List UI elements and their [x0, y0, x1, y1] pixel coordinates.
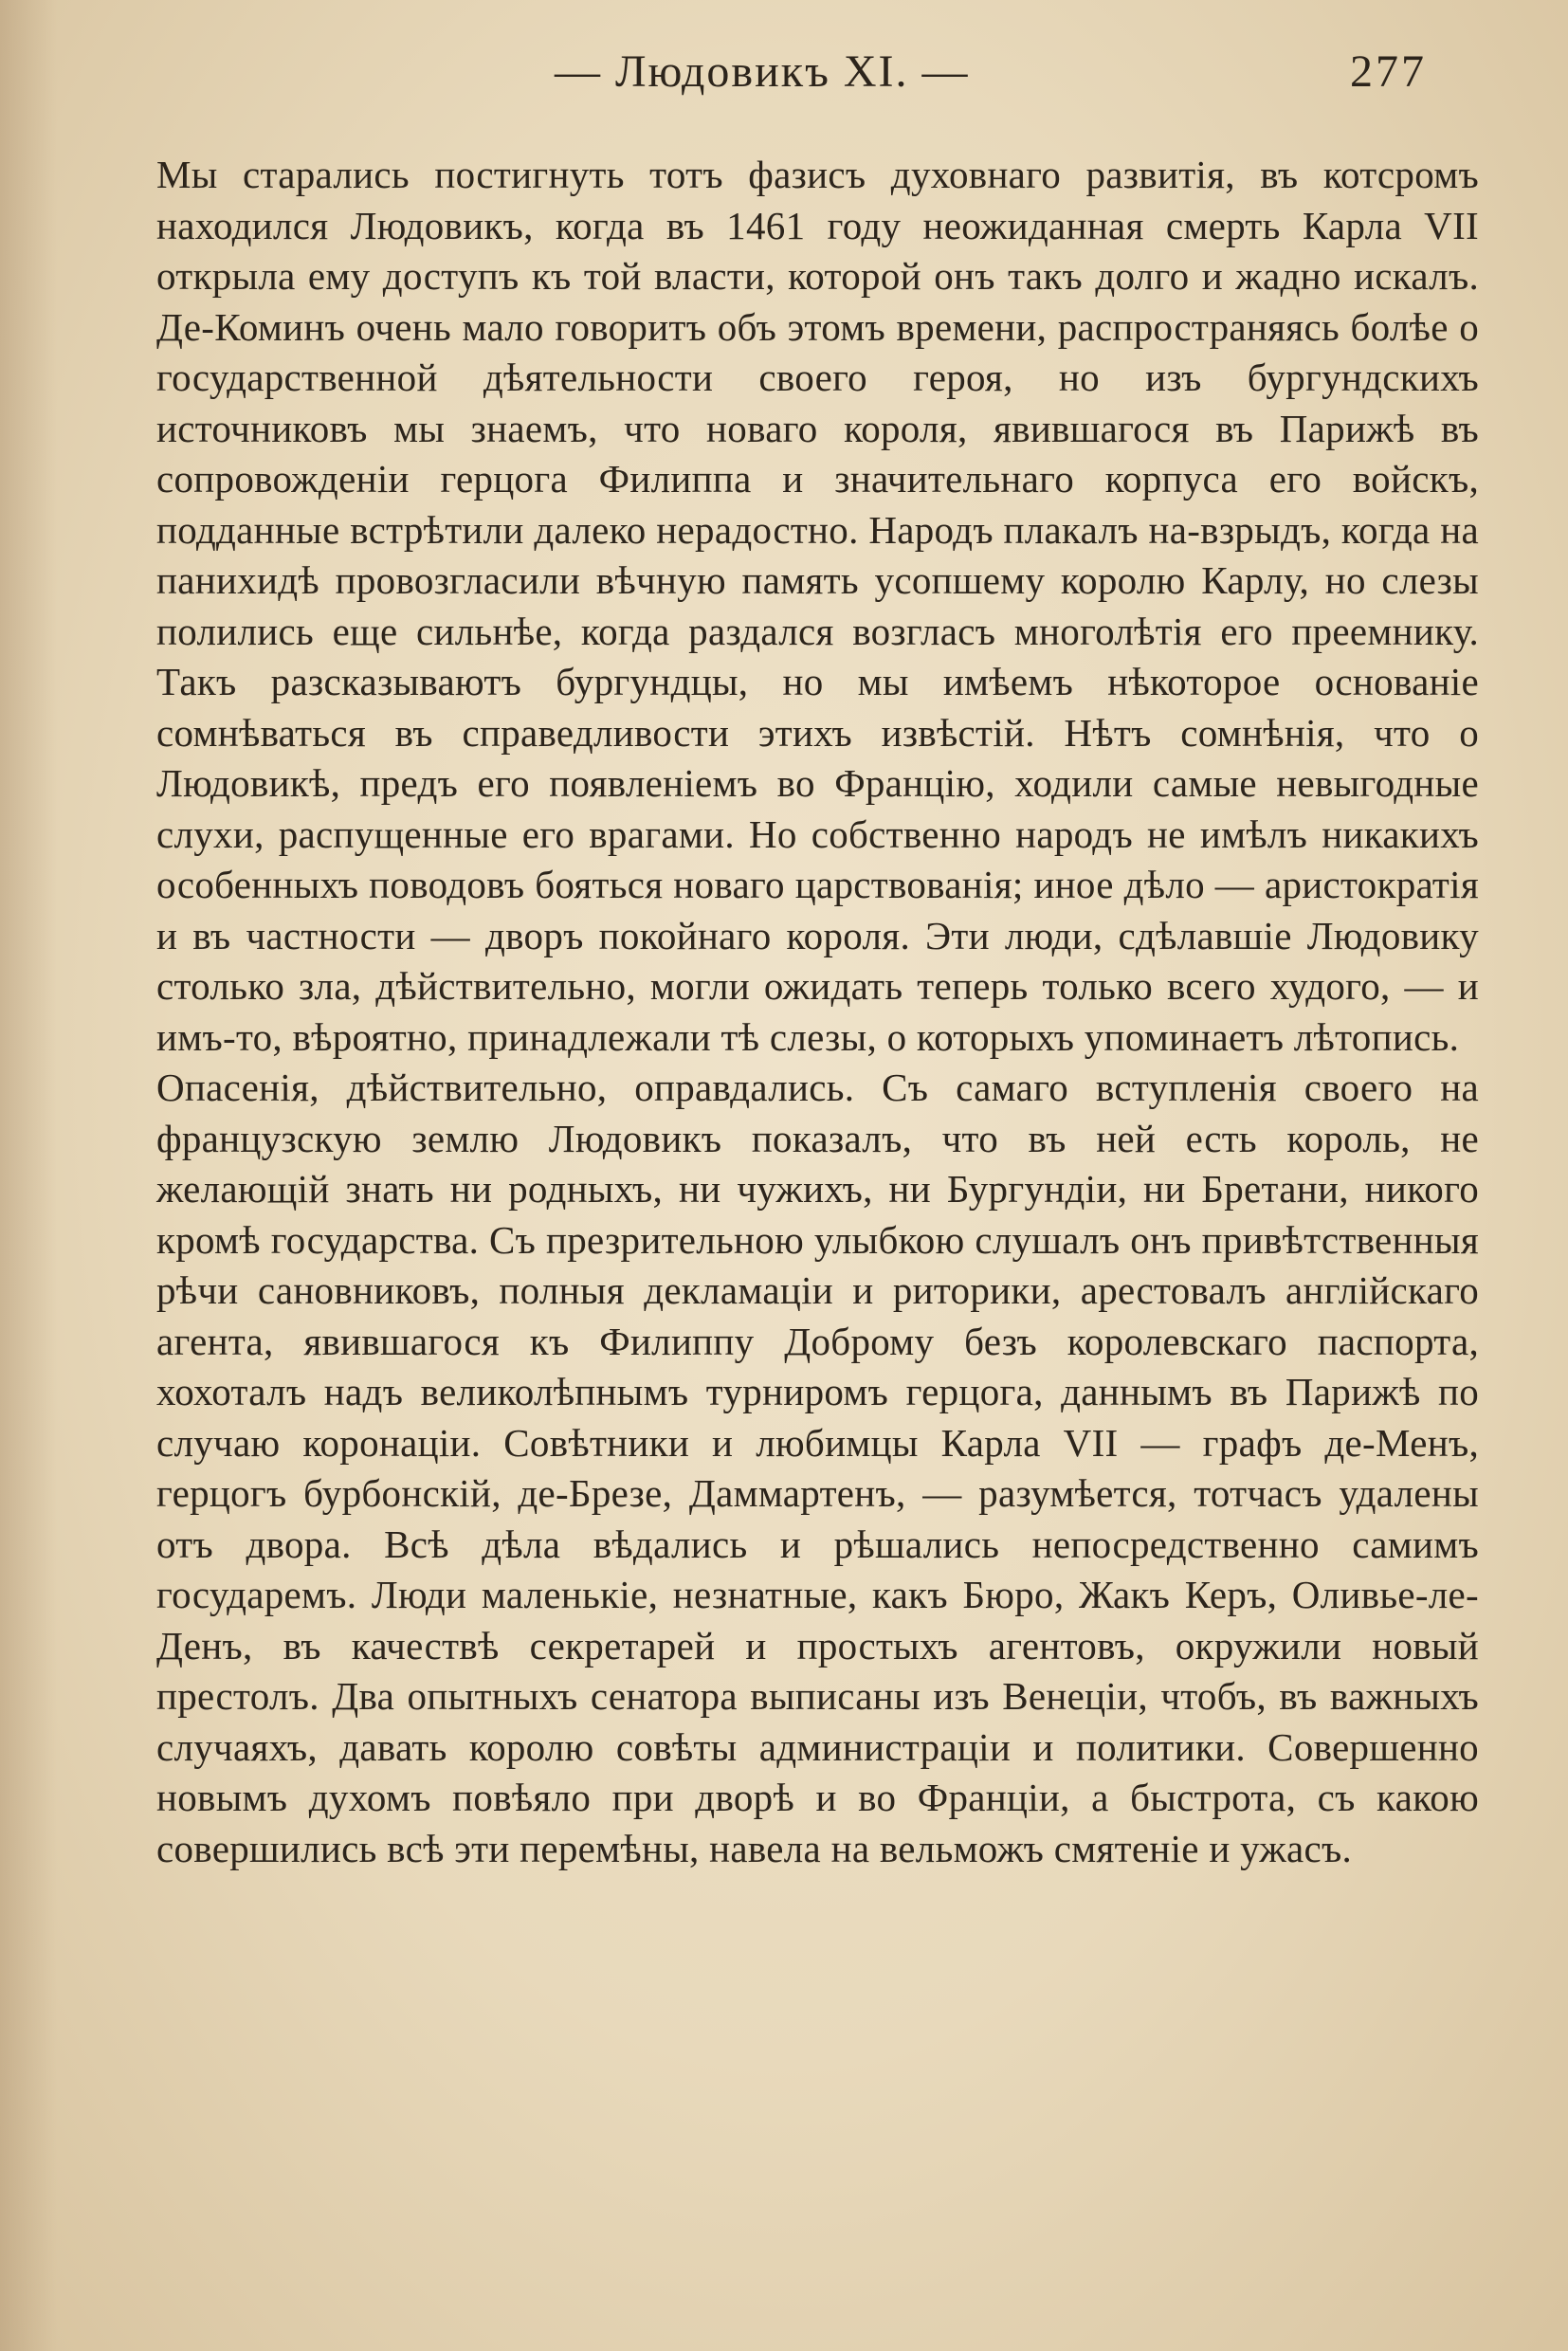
paragraph-1: Мы старались постигнуть тотъ фазисъ духовнаго развитія, въ котсромъ находился Людовикъ, когда въ 1461 году неожиданная смерть Карла VII открыла ему доступъ къ той власти, которой онъ такъ долго и жадно искалъ. Де-Коминъ очень мало говоритъ объ этомъ времени, распространяясь болѣе о государственной дѣятельности своего героя, но изъ бургундскихъ источниковъ мы знаемъ, что новаго короля, явившагося въ Парижѣ въ сопровожденіи герцога Филиппа и значительнаго корпуса его войскъ, подданные встрѣтили далеко нерадостно. Народъ плакалъ на-взрыдъ, когда на панихидѣ провозгласили вѣчную память усопшему королю Карлу, но слезы полились еще сильнѣе, когда раздался возгласъ многолѣтія его преемнику. Такъ разсказываютъ бургундцы, но мы имѣемъ нѣкоторое основаніе сомнѣваться въ справедливости этихъ извѣстій. Нѣтъ сомнѣнія, что о Людовикѣ, предъ его появленіемъ во Францію, ходили самые невыгодные слухи, распущенные его врагами. Но собственно народъ не имѣлъ никакихъ особенныхъ поводовъ бояться новаго царствованія; иное дѣло — аристократія и въ частности — дворъ покойнаго короля. Эти люди, сдѣлавшіе Людовику столько зла, дѣйствительно, могли ожидать теперь только всего худого, — и имъ-то, вѣроятно, принадлежали тѣ слезы, о которыхъ упоминаетъ лѣтопись.: [156, 153, 1479, 1059]
running-title: — Людовикъ XI. —: [555, 46, 970, 97]
paragraph-2: Опасенія, дѣйствительно, оправдались. Съ самаго вступленія своего на французскую землю Людовикъ показалъ, что въ ней есть король, не желающій знать ни родныхъ, ни чужихъ, ни Бургундіи, ни Бретани, никого кромѣ государства. Съ презрительною улыбкою слушалъ онъ привѣтственныя рѣчи сановниковъ, полныя декламаціи и риторики, арестовалъ англійскаго агента, явившагося къ Филиппу Доброму безъ королевскаго паспорта, хохоталъ надъ великолѣпнымъ турниромъ герцога, даннымъ въ Парижѣ по случаю коронаціи. Совѣтники и любимцы Карла VII — графъ де-Менъ, герцогъ бурбонскій, де-Брезе, Даммартенъ, — разумѣется, тотчасъ удалены отъ двора. Всѣ дѣла вѣдались и рѣшались непосредственно самимъ государемъ. Люди маленькіе, незнатные, какъ Бюро, Жакъ Керъ, Оливье-ле-Денъ, въ качествѣ секретарей и простыхъ агентовъ, окружили новый престолъ. Два опытныхъ сенатора выписаны изъ Венеціи, чтобъ, въ важныхъ случаяхъ, давать королю совѣты администраціи и политики. Совершенно новымъ духомъ повѣяло при дворѣ и во Франціи, а быстрота, съ какою совершились всѣ эти перемѣны, навела на вельможъ смятеніе и ужасъ.: [156, 1066, 1479, 1870]
body-text: [156, 150, 1479, 1874]
running-head: [156, 46, 1427, 112]
page-number: 277: [1350, 46, 1427, 97]
